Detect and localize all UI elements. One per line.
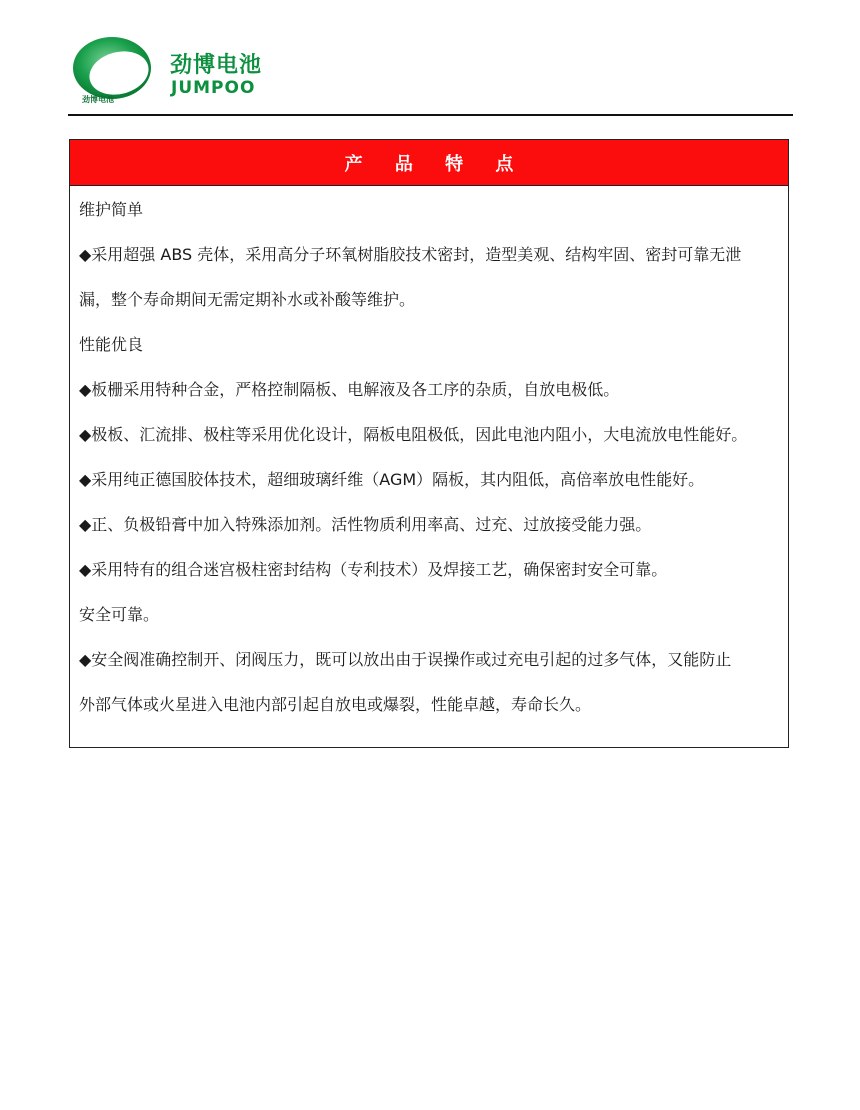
feature-line: 安全可靠。 (79, 605, 160, 624)
feature-line: ◆正、负极铅膏中加入特殊添加剂。活性物质利用率高、过充、过放接受能力强。 (79, 515, 652, 534)
feature-line: 外部气体或火星进入电池内部引起自放电或爆裂，性能卓越，寿命长久。 (79, 695, 592, 714)
feature-content (70, 187, 788, 727)
product-features-box (69, 139, 789, 748)
feature-line: 维护简单 (79, 200, 144, 219)
logo-mark-text: 劲博电池 (82, 95, 114, 104)
jumpoo-logo-icon (72, 34, 156, 110)
feature-line: ◆采用超强 ABS 壳体，采用高分子环氧树脂胶技术密封，造型美观、结构牢固、密封可靠无泄 (79, 245, 742, 264)
brand-name-cn: 劲博电池 (170, 53, 263, 78)
feature-line: ◆采用特有的组合迷宫极柱密封结构（专利技术）及焊接工艺，确保密封安全可靠。 (79, 560, 668, 579)
feature-line: ◆极板、汇流排、极柱等采用优化设计，隔板电阻极低，因此电池内阻小，大电流放电性能好。 (79, 425, 748, 444)
feature-line: 性能优良 (79, 335, 144, 354)
product-features-title: 产 品 特 点 (70, 140, 788, 186)
feature-line: ◆采用纯正德国胶体技术，超细玻璃纤维（AGM）隔板，其内阻低，高倍率放电性能好。 (79, 470, 705, 489)
brand-header (72, 34, 312, 112)
brand-name-en: JUMPOO (171, 78, 256, 98)
header-divider (68, 114, 793, 116)
feature-line: 漏，整个寿命期间无需定期补水或补酸等维护。 (79, 290, 416, 309)
feature-line: ◆安全阀准确控制开、闭阀压力，既可以放出由于误操作或过充电引起的过多气体，又能防止 (79, 650, 732, 669)
feature-line: ◆板栅采用特种合金，严格控制隔板、电解液及各工序的杂质，自放电极低。 (79, 380, 620, 399)
